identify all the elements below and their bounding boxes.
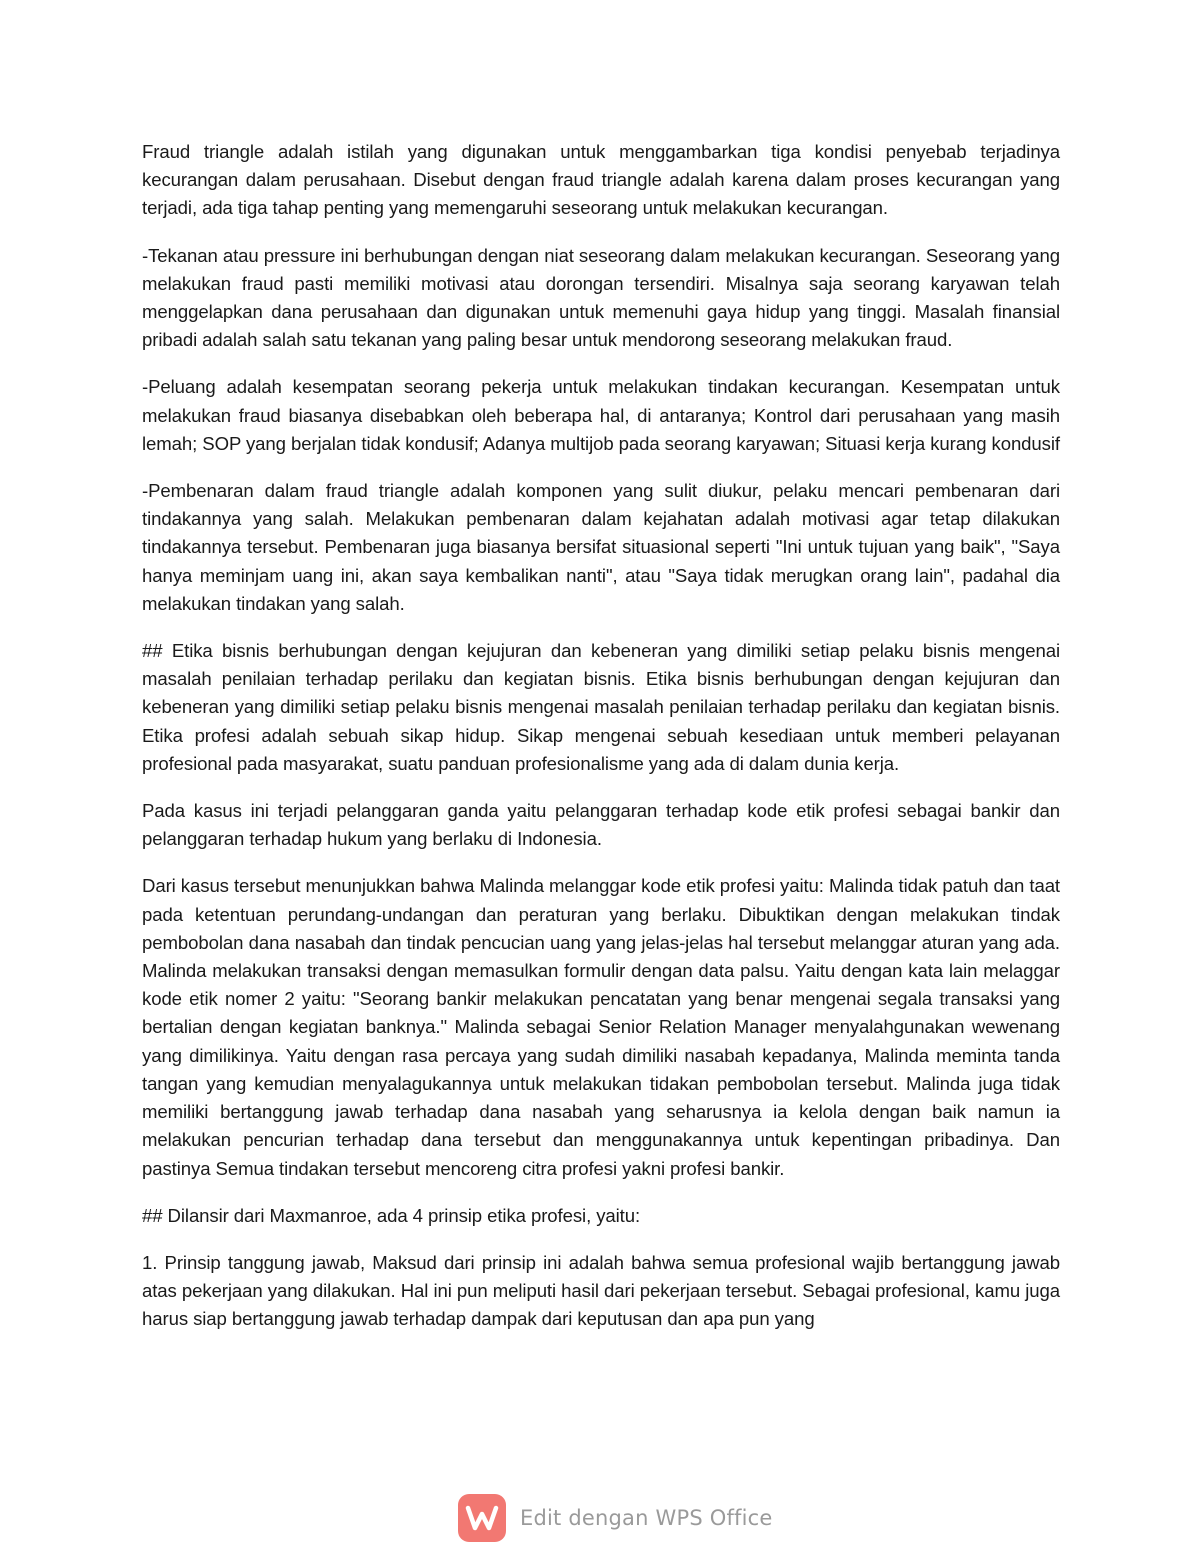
- paragraph-fraud-triangle-intro: Fraud triangle adalah istilah yang digunakan untuk menggambarkan tiga kondisi penyebab terjadinya kecurangan dalam perusahaan. Disebut dengan fraud triangle adalah karena dalam proses kecurangan yang terjadi, ada tiga tahap penting yang memengaruhi seseorang untuk melakukan kecurangan.: [142, 141, 1060, 219]
- edit-with-wps-label[interactable]: Edit dengan WPS Office: [520, 1506, 773, 1530]
- paragraph-tekanan: -Tekanan atau pressure ini berhubungan dengan niat seseorang dalam melakukan kecurangan. Seseorang yang melakukan fraud pasti memiliki motivasi atau dorongan tersendiri. Misalnya saja seorang karyawan telah menggelapkan dana perusahaan dan digunakan untuk memenuhi gaya hidup yang tinggi. Masalah finansial pribadi adalah salah satu tekanan yang paling besar untuk mendorong seseorang melakukan fraud.: [142, 244, 1060, 351]
- paragraph-etika-bisnis: ## Etika bisnis berhubungan dengan kejujuran dan kebeneran yang dimiliki setiap pelaku bisnis mengenai masalah penilaian terhadap perilaku dan kegiatan bisnis. Etika bisnis berhubungan dengan kejujuran dan kebeneran yang dimiliki setiap pelaku bisnis mengenai masalah penilaian terhadap perilaku dan kegiatan bisnis. Etika profesi adalah sebuah sikap hidup. Sikap mengenai sebuah kesediaan untuk memberi pelayanan profesional pada masyarakat, suatu panduan profesionalisme yang ada di dalam dunia kerja.: [142, 640, 1060, 774]
- wps-edit-footer[interactable]: [458, 1494, 773, 1542]
- paragraph-prinsip-tanggung-jawab: 1. Prinsip tanggung jawab, Maksud dari prinsip ini adalah bahwa semua profesional wajib bertanggung jawab atas pekerjaan yang dilakukan. Hal ini pun meliputi hasil dari pekerjaan tersebut. Sebagai profesional, kamu juga harus siap bertanggung jawab terhadap dampak dari keputusan dan apa pun yang: [142, 1251, 1060, 1330]
- wps-office-logo-icon: [458, 1494, 506, 1542]
- document-page: [142, 138, 1060, 1353]
- paragraph-prinsip-heading: ## Dilansir dari Maxmanroe, ada 4 prinsip etika profesi, yaitu:: [142, 1204, 641, 1226]
- paragraph-kasus-malinda: Dari kasus tersebut menunjukkan bahwa Malinda melanggar kode etik profesi yaitu: Malinda tidak patuh dan taat pada ketentuan perundang-undangan dan peraturan yang berlaku. Dibuktikan dengan melakukan tindak pembobolan dana nasabah dan tindak pencucian uang yang jelas-jelas hal tersebut melanggar aturan yang ada. Malinda melakukan transaksi dengan memasulkan formulir dengan data palsu. Yaitu dengan kata lain melaggar kode etik nomer 2 yaitu: "Seorang bankir melakukan pencatatan yang benar mengenai segala transaksi yang bertalian dengan kegiatan banknya." Malinda sebagai Senior Relation Manager menyalahgunakan wewenang yang dimilikinya. Yaitu dengan rasa percaya yang sudah dimiliki nasabah kepadanya, Malinda meminta tanda tangan yang kemudian menyalagukannya untuk melakukan tidakan pembobolan tersebut. Malinda juga tidak memiliki bertanggung jawab terhadap dana nasabah yang seharusnya ia kelola dengan baik namun ia melakukan pencurian terhadap dana tersebut dan menggunakannya untuk kepentingan pribadinya. Dan pastinya Semua tindakan tersebut mencoreng citra profesi yakni profesi bankir.: [142, 875, 1060, 1179]
- paragraph-pembenaran: -Pembenaran dalam fraud triangle adalah komponen yang sulit diukur, pelaku mencari pembenaran dari tindakannya yang salah. Melakukan pembenaran dalam kejahatan adalah motivasi agar tetap dilakukan tindakannya tersebut. Pembenaran juga biasanya bersifat situasional seperti "Ini untuk tujuan yang baik", "Saya hanya meminjam uang ini, akan saya kembalikan nanti", atau "Saya tidak merugkan orang lain", padahal dia melakukan tindakan yang salah.: [142, 480, 1060, 614]
- paragraph-peluang: -Peluang adalah kesempatan seorang pekerja untuk melakukan tindakan kecurangan. Kesempatan untuk melakukan fraud biasanya disebabkan oleh beberapa hal, di antaranya; Kontrol dari perusahaan yang masih lemah; SOP yang berjalan tidak kondusif; Adanya multijob pada seorang karyawan; Situasi kerja kurang kondusif: [142, 376, 1060, 454]
- paragraph-pelanggaran-ganda: Pada kasus ini terjadi pelanggaran ganda yaitu pelanggaran terhadap kode etik profesi sebagai bankir dan pelanggaran terhadap hukum yang berlaku di Indonesia.: [142, 800, 1060, 850]
